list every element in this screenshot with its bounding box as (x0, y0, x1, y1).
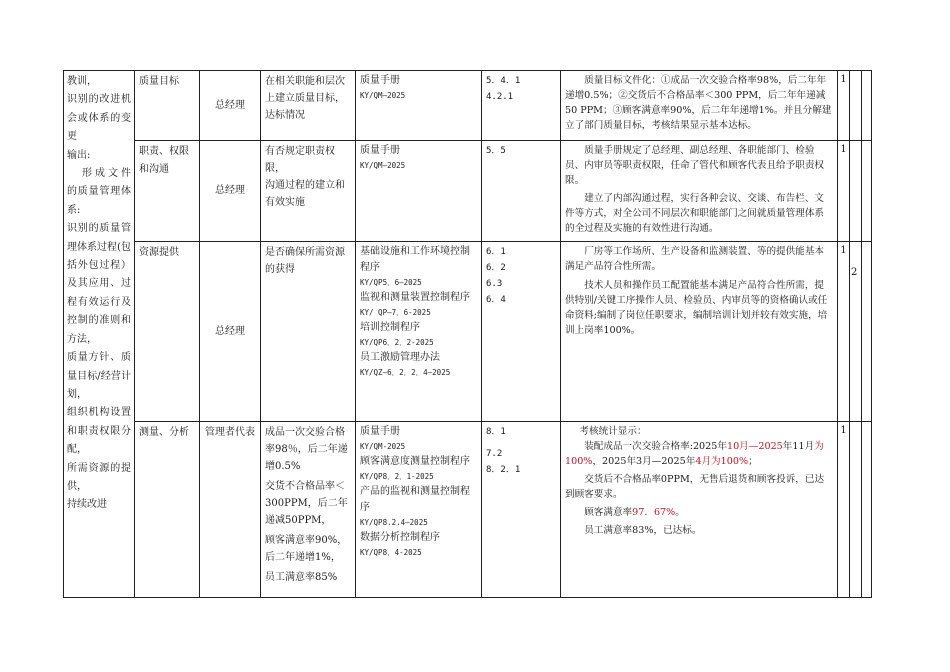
doc-name: 质量手册 (360, 145, 400, 156)
doc-code: KY/QP8.2.4—2025 (360, 518, 428, 527)
mark-cell-2 (850, 71, 862, 141)
evidence-text: 。 (675, 507, 685, 518)
criteria-cell (261, 422, 356, 598)
clauses-cell (482, 242, 561, 422)
doc-name: 质量手册 (360, 426, 400, 437)
mark-cell-2 (850, 422, 862, 598)
doc-code: KY/QP5．6—2025 (360, 278, 422, 287)
clause: 4.2.1 (486, 92, 514, 102)
evidence-text: 员工满意率83%，已达标。 (584, 525, 702, 536)
owner-cell: 总经理 (200, 141, 261, 242)
evidence-yield (565, 439, 833, 469)
criteria-line: 沟通过程的建立和有效实施 (265, 180, 345, 208)
clauses-cell (482, 71, 561, 141)
io-line: 形成文件的质量管理体系: (67, 168, 131, 216)
owner-cell: 总经理 (200, 71, 261, 141)
io-line: 输出: (67, 149, 91, 161)
evidence-cell (561, 71, 838, 141)
doc-code: KY/QM—2025 (360, 91, 406, 100)
io-line: 教训， (67, 76, 97, 87)
clause: 7.2 (486, 449, 503, 459)
docs-cell (356, 242, 482, 422)
criteria-cell: 是否确保所需资源的获得 (261, 242, 356, 422)
clause: 8．2．1 (486, 465, 521, 475)
clauses-cell (482, 141, 561, 242)
mark-cell: 1 (838, 422, 850, 598)
item-cell: 质量目标 (135, 71, 200, 141)
docs-cell (356, 71, 482, 141)
clause: 6．1 (486, 247, 506, 257)
clause: 8．1 (486, 427, 506, 437)
mark-cell-2 (850, 141, 862, 242)
evidence-text: 装配成品一次交验合格率:2025年 (584, 441, 727, 452)
mark-cell: 1 (838, 141, 850, 242)
table-row (64, 141, 872, 242)
io-line: 所需资源的提供， (67, 462, 131, 492)
doc-name: 监视和测量装置控制程序 (360, 292, 470, 303)
evidence-text: 厂房等工作场所、生产设备和监测装置、等的提供能基本满足产品符合性所需。 (565, 246, 825, 272)
audit-checklist-table (63, 70, 872, 598)
evidence-cell (561, 422, 838, 598)
owner-cell: 总经理 (200, 242, 261, 422)
doc-name: 数据分析控制程序 (360, 532, 440, 543)
criteria-line: 成品一次交验合格率98％，后二年递增0.5% (265, 427, 348, 472)
mark-cell-3 (862, 71, 872, 141)
evidence-highlight: 97．67% (632, 507, 676, 518)
doc-code: KY/QZ—6．2．2．4—2025 (360, 368, 451, 377)
io-line: 组织机构设置和职责权限分配， (67, 407, 131, 456)
docs-cell (356, 422, 482, 598)
io-line: 识别的质量管理体系过程(包括外包过程）及其应用、过程有效运行及控制的准则和方法， (67, 223, 131, 345)
table-row (64, 242, 872, 422)
criteria-cell: 在相关职能和层次上建立质量目标，达标情况 (261, 71, 356, 141)
clause: 6．4 (486, 295, 506, 305)
doc-name: 产品的监视和测量控制程序 (360, 486, 470, 513)
doc-name: 顾客满意度测量控制程序 (360, 456, 470, 467)
io-line: 质量方针、质量目标/经营计划， (67, 352, 131, 400)
evidence-text: ； (748, 456, 758, 467)
evidence-text: 年11月 (782, 441, 815, 452)
criteria-line: 交货不合格品率＜300PPM，后二年递减50PPM， (265, 481, 348, 526)
evidence-head: 考核统计显示： (579, 426, 647, 437)
evidence-cell (561, 141, 838, 242)
doc-code: KY/QM—2025 (360, 161, 406, 170)
owner-cell: 管理者代表 (200, 422, 261, 598)
criteria-line: 员工满意率85% (265, 572, 338, 583)
evidence-text: 建立了内部沟通过程，实行各种会议、交谈、布告栏、文件等方式，对全公司不同层次和职能部门之间就质量管理体系的全过程及实施的有效性进行沟通。 (565, 193, 825, 234)
mark-cell-3 (862, 242, 872, 422)
evidence-text: 交货后不合格品率0PPM，无售后退货和顾客投诉，已达到顾客要求。 (565, 474, 825, 500)
clause: 5．5 (486, 146, 506, 156)
io-line: 识别的改进机会或体系的变更 (67, 94, 131, 143)
docs-cell (356, 141, 482, 242)
mark-cell: 1 (838, 242, 850, 422)
criteria-line: 有否规定职责权限， (265, 146, 335, 174)
item-cell: 职责、权限和沟通 (135, 141, 200, 242)
mark-cell-3 (862, 141, 872, 242)
doc-code: KY/QP6．2．2-2025 (360, 338, 434, 347)
table-row (64, 71, 872, 141)
evidence-text: ，2025年3月—2025年 (592, 456, 696, 467)
doc-name: 基础设施和工作环境控制程序 (360, 246, 470, 273)
item-cell: 资源提供 (135, 242, 200, 422)
doc-code: KY/ QP—7．6-2025 (360, 308, 431, 317)
evidence-cell (561, 242, 838, 422)
doc-code: KY/QP8．4-2025 (360, 548, 422, 557)
io-line: 持续改进 (67, 499, 107, 511)
evidence-text: 顾客满意率 (584, 507, 633, 518)
clause: 6.3 (486, 279, 503, 289)
input-output-column (64, 71, 135, 598)
evidence-cs (565, 505, 833, 520)
clause: 6．2 (486, 263, 506, 273)
doc-code: KY/QM-2025 (360, 442, 406, 451)
clauses-cell (482, 422, 561, 598)
clause: 5．4．1 (486, 76, 521, 86)
mark-cell: 1 (838, 71, 850, 141)
mark-cell-2: 2 (850, 242, 862, 422)
doc-name: 质量手册 (360, 75, 400, 86)
doc-name: 培训控制程序 (360, 322, 420, 333)
evidence-text: 质量手册规定了总经理、副总经理、各职能部门、检验员、内审员等职责权限，任命了管代和顾客代表且给予职责权限。 (565, 145, 825, 186)
item-cell: 测量、分析 (135, 422, 200, 598)
evidence-text: 质量目标文件化：①成品一次交验合格率98%，后二年年递增0.5%；②交货后不合格品率＜300 PPM，后二年年递减50 PPM；③顾客满意率90%，后二年年递增1%。并且分解建立了部门质量目标，考核结果显示基本达标。 (565, 75, 832, 131)
criteria-cell (261, 141, 356, 242)
evidence-highlight: 4月为100% (695, 456, 749, 467)
doc-name: 员工激励管理办法 (360, 352, 440, 363)
evidence-highlight: 为100% (565, 441, 824, 467)
mark-cell-3 (862, 422, 872, 598)
evidence-highlight: 10月—2025 (726, 441, 783, 452)
criteria-line: 顾客满意率90%，后二年递增1%， (265, 535, 348, 563)
evidence-text: 技术人员和操作员工配置能基本满足产品符合性所需，提供特别/关键工序操作人员、检验员、内审员等的资格确认或任命资料;编制了岗位任职要求，编制培训计划并较有效实施，培训上岗率100%。 (565, 280, 828, 336)
doc-code: KY/QP8．2．1-2025 (360, 472, 434, 481)
table-row (64, 422, 872, 598)
